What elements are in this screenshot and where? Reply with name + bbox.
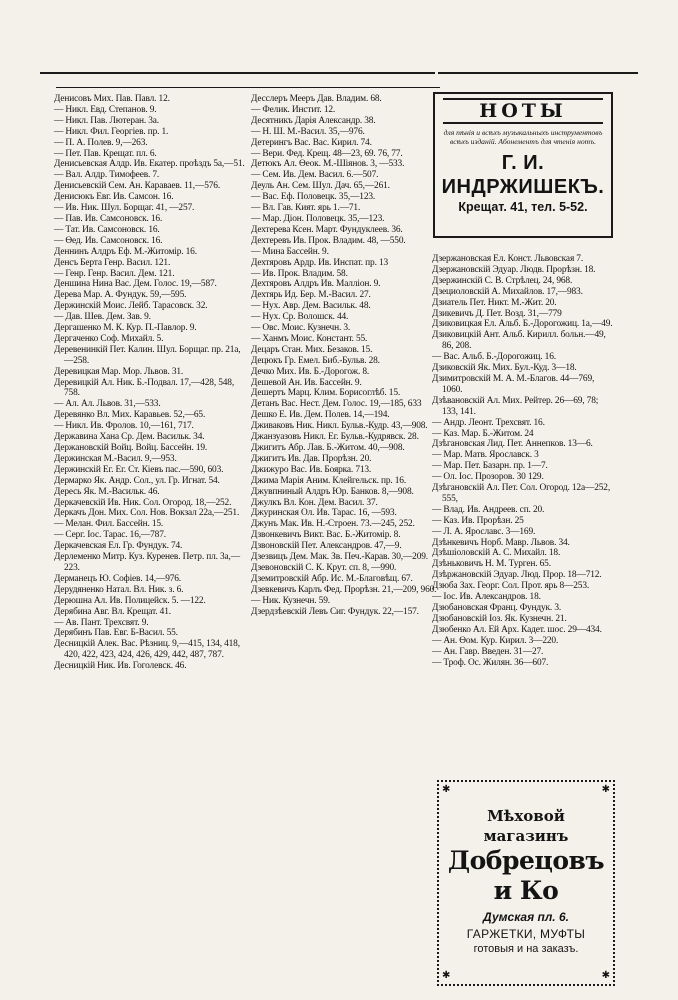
- directory-entry: — Ал. Ал. Львов. 31,—533.: [54, 399, 161, 410]
- directory-entry: Дзѣшіоловскій А. С. Михайл. 18.: [432, 548, 561, 559]
- directory-entry: Деревицкій Ал. Ник. Б.-Подвал. 17,—428, 548, 758.: [54, 377, 235, 399]
- directory-entry: — Никл. Ив. Фролов. 10,—161, 717.: [54, 421, 194, 432]
- directory-entry: Дехтярь Ид. Бер. М.-Васил. 27.: [251, 290, 371, 301]
- directory-entry: — Пет. Пав. Крещат. пл. 6.: [54, 148, 157, 159]
- star-ornament-icon: ✱: [442, 970, 451, 981]
- star-ornament-icon: ✱: [601, 970, 610, 981]
- directory-entry: Деревенинкій Пет. Калин. Шул. Борщаг. пр. 21а,—258.: [54, 344, 241, 366]
- directory-entry: Дзѣгановскій Ал. Пет. Сол. Огород. 12а—252, 555,: [432, 483, 611, 504]
- directory-entry: — Тат. Ив. Самсоновск. 16.: [54, 224, 160, 235]
- directory-entry: Детанъ Вас. Нест. Дем. Голос. 19,—185, 633: [251, 399, 422, 410]
- directory-entry: Держинская М.-Васил. 9,—953.: [54, 453, 177, 464]
- directory-entry: — Н. Ш. М.-Васил. 35,—976.: [251, 126, 365, 137]
- directory-entry: Денсъ Берта Генр. Васил. 121.: [54, 257, 171, 268]
- directory-entry: Дечко Мих. Ив. Б.-Дорогож. 8.: [251, 366, 370, 377]
- directory-entry: Дзиковицкій Ант. Альб. Кирилл. больн.—49, 86, 208.: [432, 330, 606, 352]
- directory-entry: Дерябинъ Пав. Евг. Б-Васил. 55.: [54, 628, 178, 639]
- directory-entry: Детюкъ Ал. Ѳеок. М.-Шіянов. 3, —533.: [251, 159, 405, 170]
- directory-entry: Дзержинскій С. В. Стрѣлец. 24, 968.: [432, 275, 573, 286]
- directory-entry: Дзѣньковичъ Н. М. Турген. 65.: [432, 559, 551, 570]
- directory-entry: Джима Марія Аним. Клейгельск. пр. 16.: [251, 475, 407, 486]
- ad-fur-company: Добрецовъ и Ко: [447, 846, 605, 905]
- directory-entry: — Пав. Ив. Самсоновск. 16.: [54, 213, 163, 224]
- directory-entry: — Мелан. Фил. Бассейн. 15.: [54, 519, 164, 530]
- directory-entry: — Дав. Шев. Дем. Зав. 9.: [54, 312, 151, 323]
- directory-entry: — Серг. Іос. Тарас. 16,—787.: [54, 530, 166, 541]
- directory-entry: — Ан. Ѳом. Кур. Кирил. 3—220.: [432, 635, 559, 646]
- directory-entry: Джигитъ Ив. Дав. Прорѣзн. 20.: [251, 453, 372, 464]
- directory-entry: — Ол. Іос. Прозоров. 30 129.: [432, 472, 544, 483]
- directory-entry: Дзюбановскій Іоз. Як. Кузнечн. 21.: [432, 613, 567, 624]
- directory-entry: — Ан. Гавр. Введен. 31—27.: [432, 646, 544, 657]
- directory-entry: Десницкій Алек. Вас. Рѣзниц. 9,—415, 134, 418, 420, 422, 423, 424, 426, 429, 442, 487, 787.: [54, 639, 240, 661]
- directory-entry: Дзюбановская Франц. Фундук. 3.: [432, 603, 562, 613]
- directory-entry: Деншина Нина Вас. Дем. Голос. 19,—587.: [54, 279, 217, 290]
- directory-entry: Дерюшна Ал. Ив. Полицейск. 5. —122.: [54, 595, 206, 606]
- header-rule-left: [40, 72, 435, 74]
- directory-entry: — Каз. Ив. Прорѣзн. 25: [432, 515, 524, 526]
- directory-entry: Десслеръ Мееръ Дав. Владим. 68.: [251, 94, 382, 104]
- advertisement-notes: [433, 92, 613, 238]
- directory-entry: — Нух. Ср. Волошск. 44.: [251, 312, 349, 323]
- directory-entry: Дзвоновскій Пет. Александров. 47,—9.: [251, 541, 402, 552]
- directory-entry: — Ѳед. Ив. Самсоновск. 16.: [54, 235, 163, 246]
- directory-entry: Джигитъ Абр. Лав. Б.-Житом. 40,—908.: [251, 443, 405, 453]
- directory-entry: Дерлеменко Митр. Куз. Куренев. Петр. пл. 3а,—223.: [54, 552, 240, 573]
- directory-entry: Дзиатель Пет. Никт. М.-Жит. 20.: [432, 297, 557, 308]
- directory-entry: — Вл. Гав. Кият. ярь 1.—71.: [251, 203, 361, 214]
- ad-notes-description: для пѣнія и всѣхъ музыкальныхъ инструментовъ всѣхъ изданій. Абонементъ для чтенія нотъ.: [443, 128, 603, 146]
- directory-entry: Дзердзѣевскій Левъ Сиг. Фундук. 22,—157.: [251, 606, 419, 617]
- directory-entry: — П. А. Полев. 9,—263.: [54, 137, 148, 148]
- directory-entry: — Никл. Пав. Лютеран. 3а.: [54, 115, 159, 126]
- header-rule-right: [438, 72, 638, 74]
- directory-entry: Дзециоловскій А. Михайлов. 17,—983.: [432, 286, 583, 297]
- star-ornament-icon: ✱: [442, 784, 451, 795]
- directory-entry: Десятникъ Дарія Александр. 38.: [251, 115, 376, 126]
- ad-notes-title: НОТЫ: [443, 98, 603, 124]
- directory-entry: Дехтеревъ Ив. Прок. Владим. 48, —550.: [251, 235, 406, 246]
- directory-entry: — Вас. Альб. Б.-Дорогожиц. 16.: [432, 352, 556, 363]
- directory-entry: Деркачевскій Ив. Ник. Сол. Огород. 18,—252.: [54, 497, 232, 508]
- directory-column-3: [432, 254, 616, 668]
- directory-entry: Держановскій Войц. Войц. Бассейн. 19.: [54, 443, 208, 453]
- directory-entry: Держинскій Ег. Ег. Ст. Кіевъ пас.—590, 603.: [54, 464, 224, 475]
- ad-notes-owner: Г. И. ИНДРЖИШЕКЪ.: [441, 152, 605, 198]
- directory-entry: Дзюба Зах. Георг. Сол. Прот. ярь 8—253.: [432, 581, 590, 592]
- directory-entry: — Л. А. Ярославс. 3—169.: [432, 526, 536, 537]
- directory-entry: Деуль Ан. Сем. Шул. Дач. 65,—261.: [251, 181, 390, 192]
- directory-entry: Дзѣнкевичъ Норб. Мавр. Львов. 34.: [432, 537, 570, 548]
- directory-entry: — Сем. Ив. Дем. Васил. 6.—507.: [251, 170, 379, 181]
- directory-entry: Держинскій Моис. Лейб. Тарасовск. 32.: [54, 301, 208, 312]
- directory-entry: Десницкій Ник. Ив. Гоголевск. 46.: [54, 661, 187, 672]
- directory-entry: Дересь Як. М.-Васильк. 46.: [54, 486, 160, 497]
- directory-entry: Дешевой Ан. Ив. Бассейн. 9.: [251, 377, 362, 388]
- directory-entry: Дерябина Авг. Вл. Крещат. 41.: [54, 606, 171, 617]
- directory-entry: — Нух. Авр. Дем. Васильк. 48.: [251, 301, 371, 312]
- directory-entry: — Никл. Евд. Степанов. 9.: [54, 104, 157, 115]
- directory-entry: Дзѣвановскій Ал. Мих. Рейтер. 26—69, 78; 133, 141.: [432, 395, 599, 417]
- directory-entry: Дземитровскій Абр. Ис. М.-Благовѣщ. 67.: [251, 573, 413, 584]
- directory-column-2: [251, 94, 437, 618]
- directory-entry: — Троф. Ос. Жилян. 36—607.: [432, 657, 549, 668]
- ad-fur-address: Думская пл. 6.: [483, 910, 569, 924]
- directory-entry: Дзержановская Ел. Конст. Львовская 7.: [432, 254, 584, 264]
- directory-entry: Дерманецъ Ю. Софіев. 14,—976.: [54, 573, 182, 584]
- directory-entry: — Ив. Прок. Владим. 58.: [251, 268, 348, 279]
- directory-entry: — Овс. Моис. Кузнечн. 3.: [251, 323, 351, 334]
- directory-entry: Денисюкъ Евг. Ив. Самсон. 16.: [54, 192, 174, 203]
- directory-entry: Дзиковскій Як. Мих. Бул.-Куд. 3—18.: [432, 363, 577, 374]
- star-ornament-icon: ✱: [601, 784, 610, 795]
- directory-entry: — Влад. Ив. Андреев. сп. 20.: [432, 504, 545, 515]
- directory-entry: — Мина Бассейн. 9.: [251, 246, 329, 257]
- directory-entry: Дехтяровъ Алдръ Ив. Малліон. 9.: [251, 279, 381, 290]
- directory-entry: — Мар. Матв. Ярославск. 3: [432, 450, 539, 461]
- directory-entry: Детерингъ Вас. Вас. Кирил. 74.: [251, 137, 372, 148]
- directory-entry: Джижуро Вас. Ив. Боярка. 713.: [251, 464, 372, 475]
- directory-entry: Деркачевская Ел. Гр. Фундук. 74.: [54, 541, 183, 552]
- ad-fur-products: ГАРЖЕТКИ, МУФТЫ: [466, 927, 586, 941]
- directory-entry: Дзимитровскій М. А. М.-Благов. 44—769, 1060.: [432, 373, 595, 395]
- directory-entry: Дергашенко М. К. Кур. П.-Павлор. 9.: [54, 323, 197, 334]
- directory-entry: Дзвонкевичъ Викт. Вас. Б.-Житомір. 8.: [251, 530, 401, 541]
- header-rule-lower: [56, 87, 440, 88]
- ad-fur-heading: Мѣховой магазинъ: [483, 807, 569, 845]
- directory-entry: Дергаченко Соф. Михайл. 5.: [54, 333, 164, 344]
- directory-entry: Дерудяненко Натал. Вл. Ник. з. 6.: [54, 584, 184, 595]
- directory-entry: — Іос. Ив. Александров. 18.: [432, 592, 541, 603]
- directory-entry: — Ав. Пант. Трехсвят. 9.: [54, 617, 149, 628]
- directory-entry: — Вас. Еф. Половецк. 35,—123.: [251, 192, 376, 203]
- directory-entry: Дехтяровъ Ардр. Ив. Инспат. пр. 13: [251, 257, 389, 268]
- directory-entry: — Мар. Діон. Половецк. 35,—123.: [251, 213, 385, 224]
- directory-entry: Джуринская Ол. Ив. Тарас. 16, —593.: [251, 508, 397, 519]
- directory-entry: Дзѣгановская Лид. Пет. Аннепков. 13—6.: [432, 439, 593, 450]
- directory-entry: Деркачъ Дон. Мих. Сол. Нов. Вокзал 22а,—251.: [54, 508, 240, 519]
- directory-column-1: [54, 94, 246, 672]
- directory-entry: Дешко Е. Ив. Дем. Полев. 14,—194.: [251, 410, 390, 421]
- directory-entry: Дехтерева Ксен. Март. Фундуклеев. 36.: [251, 224, 403, 235]
- directory-entry: — Никл. Фил. Георгіев. пр. 1.: [54, 126, 169, 137]
- directory-entry: Дерева Мар. А. Фундук. 59,—595.: [54, 290, 187, 301]
- directory-entry: Децаръ Стан. Мих. Безаков. 15.: [251, 344, 373, 355]
- directory-entry: Денисьевскій Сем. Ан. Караваев. 11,—576.: [54, 181, 221, 192]
- directory-entry: Децюкъ Гр. Емел. Биб.-Бульв. 28.: [251, 355, 380, 366]
- directory-entry: Деннинъ Алдръ Еф. М.-Житомір. 16.: [54, 246, 197, 257]
- ad-fur-note: готовыя и на заказъ.: [473, 943, 579, 955]
- directory-entry: — Генр. Генр. Васил. Дем. 121.: [54, 268, 175, 279]
- directory-entry: Денисьевская Алдр. Ив. Екатер. проѣздъ 5а,—51.: [54, 159, 245, 170]
- directory-entry: Деревянко Вл. Мих. Каравьев. 52,—65.: [54, 410, 206, 421]
- directory-entry: Джанзуазовъ Никл. Ег. Бульв.-Кудрявск. 28.: [251, 432, 419, 443]
- directory-entry: — Андр. Леонт. Трехсвят. 16.: [432, 417, 545, 428]
- directory-entry: — Вал. Алдр. Тимофеев. 7.: [54, 170, 160, 181]
- directory-entry: Денисовъ Мих. Пав. Павл. 12.: [54, 94, 170, 104]
- directory-entry: — Каз. Мар. Б.-Житом. 24: [432, 428, 534, 439]
- directory-entry: — Мар. Пет. Базарн. пр. 1—7.: [432, 461, 548, 472]
- directory-entry: — Фелик. Инстит. 12.: [251, 104, 336, 115]
- directory-entry: Дешертъ Марц. Клим. Борисоглѣб. 15.: [251, 388, 401, 399]
- directory-entry: Дзиковицкая Ел. Альб. Б.-Дорогожиц. 1а,—49.: [432, 319, 613, 330]
- directory-entry: Дзевоновскій С. К. Крут. сп. 8, —990.: [251, 562, 397, 573]
- directory-entry: Дермарко Як. Андр. Сол., ул. Гр. Игнат. 54.: [54, 475, 220, 486]
- directory-entry: Дживаковъ Ник. Никл. Бульв.-Кудр. 43,—908.: [251, 421, 428, 432]
- directory-entry: Дзезвицъ Дем. Мак. Зв. Печ.-Карав. 30,—209.: [251, 552, 428, 563]
- directory-entry: — Вери. Фед. Крещ. 48—23, 69. 76, 77.: [251, 148, 403, 159]
- directory-entry: Дзикевичъ Д. Пет. Возд. 31,—779: [432, 308, 562, 319]
- directory-entry: — Ханмъ Моис. Констант. 55.: [251, 333, 368, 344]
- directory-entry: Джунъ Мак. Ив. Н.-Строен. 73.—245, 252.: [251, 519, 415, 530]
- directory-entry: — Ив. Ник. Шул. Борщаг. 41, —257.: [54, 203, 195, 214]
- directory-entry: Державина Хана Ср. Дем. Васильк. 34.: [54, 432, 205, 443]
- directory-entry: Дзюбенко Ал. Ей Арх. Кадет. шос. 29—434.: [432, 624, 602, 635]
- directory-entry: Деревицкая Мар. Мор. Львов. 31.: [54, 366, 184, 377]
- directory-entry: Джулкъ Вл. Кон. Дем. Васил. 37.: [251, 497, 378, 508]
- ad-notes-address: Крещат. 41, тел. 5-52.: [458, 200, 588, 214]
- directory-entry: Джувпниный Алдръ Юр. Банков. 8,—908.: [251, 486, 414, 497]
- directory-entry: Дзевкевичъ Карлъ Фед. Прорѣзн. 21,—209, 960.: [251, 584, 437, 595]
- directory-entry: Дзержановскій Эдуар. Людв. Прорѣзн. 18.: [432, 264, 596, 275]
- directory-entry: — Ник. Кузнечн. 59.: [251, 595, 330, 606]
- directory-entry: Дзѣржановскій Эдуар. Люд. Прор. 18—712.: [432, 570, 602, 581]
- advertisement-fur-store: [437, 780, 615, 986]
